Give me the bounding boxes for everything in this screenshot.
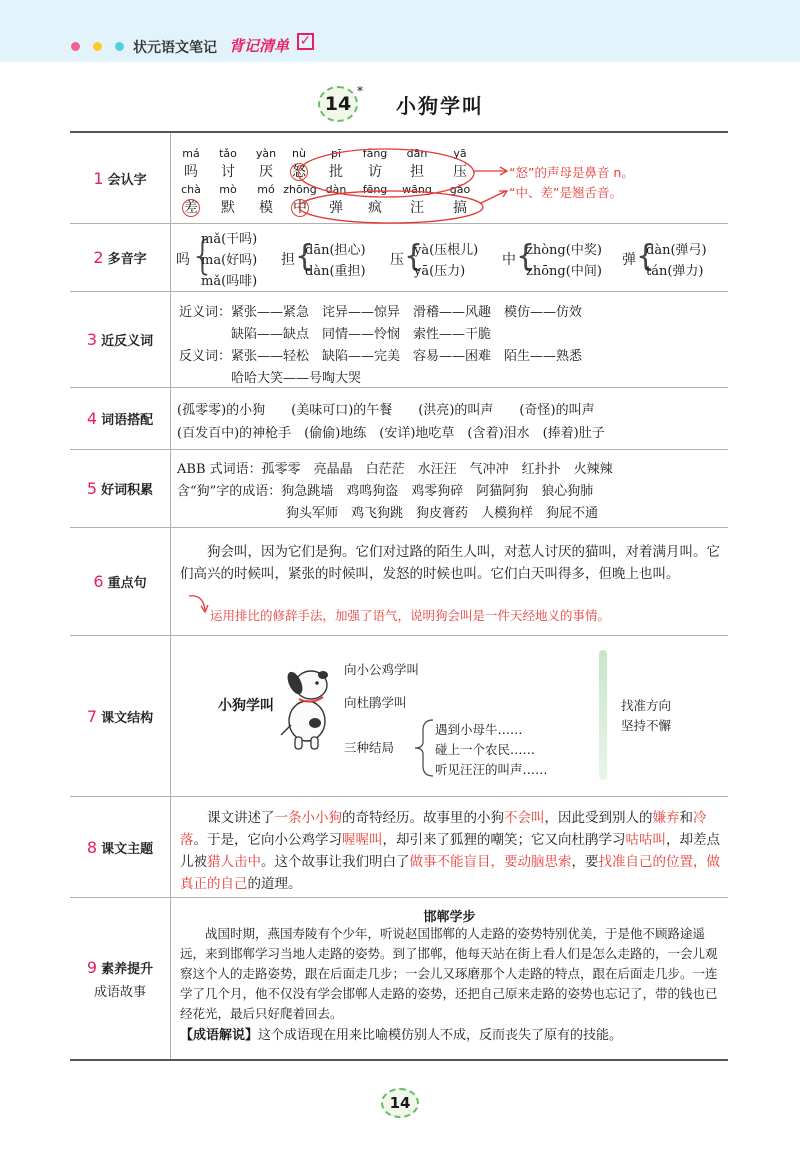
conclusion: 找准方向 [621, 698, 672, 713]
word-line: 含“狗”字的成语：狗急跳墙 鸡鸣狗盗 鸡零狗碎 阿猫阿狗 狼心狗肺 [177, 484, 594, 499]
row-number: 6 [93, 572, 104, 591]
row-synonyms [70, 292, 728, 388]
word-line: ABB 式词语：孤零零 亮晶晶 白茫茫 水汪汪 气冲冲 红扑扑 火辣辣 [177, 462, 613, 477]
cyan-dot [115, 42, 124, 51]
hanzi: 汪 [410, 200, 424, 216]
ending-item: 遇到小母牛…… [435, 722, 523, 737]
row-number: 2 [93, 248, 104, 267]
ending-item: 听见汪汪的叫声…… [435, 762, 548, 777]
row-label [70, 388, 171, 449]
hanzi: 厌 [259, 164, 273, 180]
brand-name: 状元语文笔记 [133, 40, 217, 56]
lesson-star: * [357, 84, 363, 98]
row-theme [70, 797, 728, 898]
synonym-line: 近义词：紧张——紧急 诧异——惊异 滑稽——风趣 模仿——仿效 [179, 305, 583, 320]
poly-item: ma(好吗) [201, 253, 258, 268]
theme-content [171, 797, 728, 897]
collocation-line: (孤零零)的小狗 (美味可口)的午餐 (洪亮)的叫声 (奇怪)的叫声 [177, 403, 595, 418]
branch-cuckoo: 向杜鹃学叫 [344, 695, 407, 710]
row-title: 课文主题 [101, 841, 154, 857]
row-idiom-story [70, 898, 728, 1061]
brace-icon: { [516, 239, 536, 274]
key-sentence-text: 狗会叫，因为它们是狗。它们对过路的陌生人叫，对惹人讨厌的猫叫，对着满月叫。它们高兴的时候叫，紧张的时候叫，发怒的时候也叫。它们白天叫得多，但晚上也叫。 [180, 544, 720, 582]
row-title: 近反义词 [101, 334, 154, 349]
row-label [70, 528, 171, 635]
poly-item: mǎ(干吗) [201, 232, 258, 247]
poly-char-ma: 吗 [176, 252, 190, 268]
row-number: 7 [86, 706, 98, 726]
hanzi: 讨 [221, 164, 235, 180]
check-icon: ✓ [297, 33, 314, 50]
explain-label: 【成语解说】 [180, 1028, 259, 1043]
note-nu: “怒”的声母是鼻音 n。 [509, 165, 634, 180]
pinyin: má [182, 147, 200, 160]
poly-item: dān(担心) [305, 243, 366, 258]
pinyin: pī [330, 147, 342, 160]
row-label [70, 450, 171, 527]
note-retroflex: “中、差”是翘舌音。 [509, 185, 622, 200]
yellow-dot [93, 42, 102, 51]
synonym-line: 缺陷——缺点 同情——怜悯 索性——干脆 [231, 327, 492, 342]
poly-item: tán(弹力) [646, 264, 704, 279]
hanzi: 弹 [329, 200, 343, 216]
conclusion: 坚持不懈 [621, 718, 672, 733]
collocation-content [171, 388, 728, 449]
row-collocation [70, 388, 728, 450]
poly-item: zhòng(中奖) [526, 243, 602, 258]
good-words-content [171, 450, 728, 527]
pinyin: wāng [402, 183, 432, 196]
idiom-content [171, 898, 728, 1059]
polyphone-content [171, 224, 728, 291]
word-line: 狗头军师 鸡飞狗跳 狗皮膏药 人模狗样 狗屁不通 [286, 506, 599, 521]
poly-char-zhong: 中 [502, 252, 516, 268]
pinyin: fēng [362, 183, 388, 196]
poly-item: yā(压力) [414, 264, 466, 279]
hanzi: 搞 [453, 200, 467, 216]
row-title: 多音字 [107, 252, 147, 267]
brace-icon: { [295, 239, 315, 274]
hanzi: 担 [410, 164, 424, 180]
idiom-explain [180, 1024, 622, 1043]
hanzi-circled: 差 [184, 200, 198, 216]
header-bar [0, 0, 800, 62]
branch-endings: 三种结局 [344, 740, 395, 755]
row-title: 素养提升 [101, 961, 154, 977]
row-number: 5 [86, 479, 98, 498]
row-good-words [70, 450, 728, 528]
row-title: 课文结构 [101, 710, 154, 726]
hanzi: 疯 [368, 200, 382, 216]
theme-paragraph: 课文讲述了一条小小狗的奇特经历。故事里的小狗不会叫，因此受到别人的嫌弃和冷落。于是，它向小公鸡学习喔喔叫，却引来了狐狸的嘲笑；它又向杜鹃学习咕咕叫，却差点儿被猎人击中。这个故事让我们明白了做事不能盲目，要动脑思索，要找准自己的位置，做真正的自己的道理。 [180, 810, 720, 892]
page-number: 14 [381, 1088, 419, 1118]
poly-item: dàn(弹弓) [646, 243, 707, 258]
poly-item: zhōng(中间) [526, 264, 602, 279]
ending-item: 碰上一个农民…… [435, 742, 536, 757]
key-sentence-content [171, 528, 728, 635]
brace-icon [407, 716, 437, 780]
explain-text: 这个成语现在用来比喻模仿别人不成，反而丧失了原有的技能。 [258, 1028, 623, 1043]
annotation-arrows [171, 133, 728, 226]
brace-icon: { [636, 239, 656, 274]
key-sentence-note: 运用排比的修辞手法，加强了语气，说明狗会叫是一件天经地义的事情。 [210, 608, 611, 623]
lesson-title: 小狗学叫 [396, 94, 484, 118]
row-title: 重点句 [107, 576, 147, 591]
pinyin: gǎo [449, 183, 471, 196]
pinyin: dān [406, 147, 428, 160]
pinyin: mó [257, 183, 275, 196]
row-recognize [70, 131, 728, 224]
pinyin: fǎng [362, 147, 388, 160]
row-polyphone [70, 224, 728, 292]
hanzi: 吗 [184, 164, 198, 180]
synonym-content [171, 292, 728, 387]
poly-char-ya: 压 [390, 252, 404, 268]
hanzi: 批 [329, 164, 343, 180]
row-number: 8 [86, 837, 98, 857]
pinyin: nù [292, 147, 306, 160]
row-number: 9 [86, 957, 98, 977]
row-label [70, 797, 171, 897]
puppy-icon [271, 663, 343, 751]
hanzi: 访 [368, 164, 382, 180]
pinyin: tǎo [219, 147, 237, 160]
brace-icon: { [190, 233, 216, 279]
row-label [70, 292, 171, 387]
poly-item: yà(压根儿) [414, 243, 479, 258]
row-label [70, 224, 171, 291]
row-label [70, 636, 171, 796]
poly-char-dan: 担 [281, 252, 295, 268]
hanzi: 模 [259, 200, 273, 216]
row-label [70, 133, 171, 223]
row-subtitle: 成语故事 [93, 984, 146, 1000]
pink-dot [71, 42, 80, 51]
branch-rooster: 向小公鸡学叫 [344, 662, 420, 677]
lesson-number: 14 [318, 86, 358, 122]
brace-icon: { [404, 239, 424, 274]
pinyin: mò [219, 183, 237, 196]
row-number: 4 [86, 409, 98, 428]
pinyin: yā [453, 147, 467, 160]
recognize-content [171, 133, 728, 223]
idiom-text: 战国时期，燕国寿陵有个少年，听说赵国邯郸的人走路的姿势特别优美，于是他不顾路途遥远，来到邯郸学习当地人走路的姿势。到了邯郸，他每天站在街上看人们是怎么走路的，一会儿观察这个人的走路姿势，跟在后面走几步；一会儿又琢磨那个人走路的特点，跟在后面走几步。一连学了几个月，他不仅没有学会邯郸人走路的姿势，还把自己原来走路的姿势也忘记了，带的钱也已经花光，最后只好爬着回去。 [180, 926, 718, 1021]
hanzi: 默 [221, 200, 235, 216]
poly-char-tan: 弹 [622, 252, 636, 268]
idiom-title: 邯郸学步 [423, 910, 476, 925]
row-title: 好词积累 [101, 483, 154, 498]
row-structure [70, 636, 728, 797]
row-title: 会认字 [107, 172, 147, 188]
collocation-line: (百发百中)的神枪手 (偷偷)地练 (安详)地吃草 (含着)泪水 (捧着)肚子 [177, 426, 605, 441]
row-number: 1 [93, 168, 104, 188]
green-bracket [599, 650, 607, 780]
row-number: 3 [86, 330, 98, 349]
structure-title: 小狗学叫 [218, 698, 274, 714]
brand-subtitle: 背记清单 [229, 37, 290, 55]
hanzi: 压 [453, 164, 467, 180]
antonym-line: 哈哈大笑——号啕大哭 [231, 371, 362, 386]
pinyin: yàn [255, 147, 277, 160]
hanzi-circled: 中 [293, 200, 307, 216]
pinyin: chà [181, 183, 201, 196]
poly-item: mǎ(吗啡) [201, 274, 258, 289]
poly-item: dàn(重担) [305, 264, 366, 279]
pinyin: dàn [325, 183, 347, 196]
antonym-line: 反义词：紧张——轻松 缺陷——完美 容易——困难 陌生——熟悉 [179, 349, 583, 364]
row-title: 词语搭配 [101, 413, 154, 428]
hanzi-circled: 怒 [292, 164, 306, 180]
pinyin: zhōng [283, 183, 317, 196]
row-label [70, 898, 171, 1059]
row-key-sentence [70, 528, 728, 636]
structure-content [171, 636, 728, 796]
